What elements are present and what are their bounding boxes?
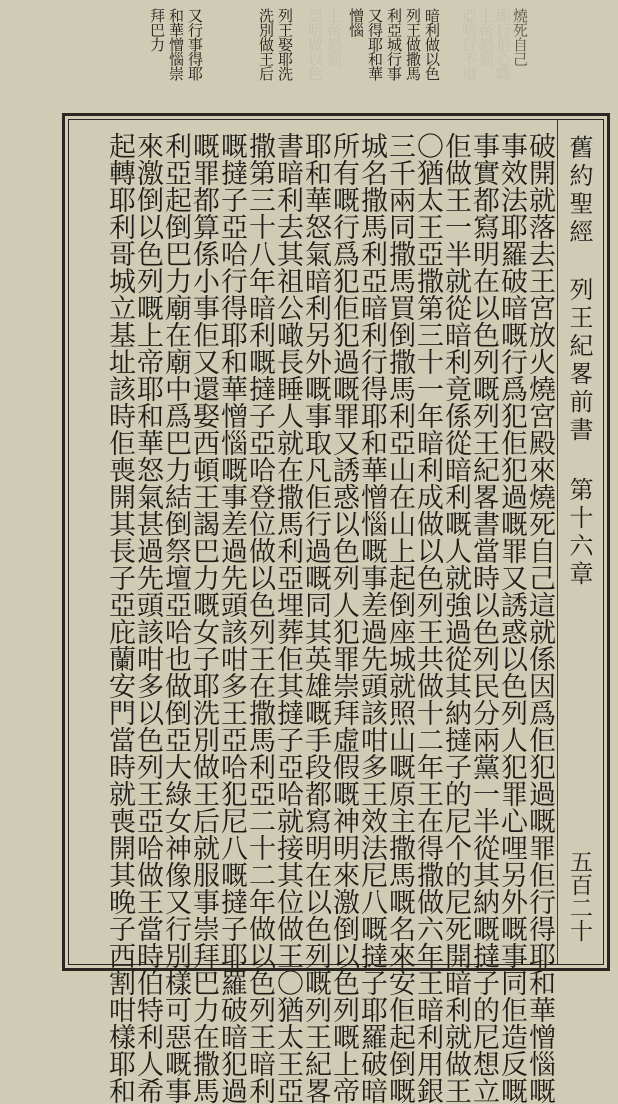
margin-note-10: 上帝怒罰	[325, 8, 343, 66]
margin-note-2: 即行佢心嘅	[494, 8, 512, 81]
text-frame-inner	[68, 119, 604, 1104]
page-number: 五百二十	[566, 850, 592, 942]
text-column-2: 事效法耶羅破暗嘅行爲犯佢犯過嘅罪又誘惑以色列人犯罪心哩另外嘅事同佢造反嘅	[496, 132, 527, 1104]
margin-note-9: 憎惱	[347, 8, 365, 37]
margin-note-4: 亞哈行不道	[460, 8, 478, 81]
text-column-1: 破開就落去王宮放火燒宮殿來燒死自己這就係因爲佢犯過嘅罪佢行得耶和華憎惱嘅	[524, 132, 555, 1104]
chapter-title: 列王紀畧前書 第十六章	[565, 277, 593, 589]
margin-note-14: 又行事得耶	[186, 8, 204, 81]
text-column-9: 耶和華怒氣暗利另外嘅事取凡佢行過嘅同其英雄嘅手段都寫明在以色列嘅列王紀畧	[300, 132, 331, 1104]
text-column-4: 佢做王一半就從暗利竟係從暗利嘅人就強過從其納撻子的尼个的尼死開暗利就做王	[440, 132, 471, 1104]
text-column-6: 三千兩同撒馬買倒撒馬利亞山在山上起倒座城就照山嘅原主撒馬嘅名來安佢起倒嘅	[384, 132, 415, 1104]
margin-note-7: 利亞城行事	[385, 8, 403, 81]
text-column-10: 書暗利去其祖公噉長睡人就在撒馬利亞埋葬佢其撻子亞哈就接其位做王〇猶太王亞	[272, 132, 303, 1104]
text-frame	[62, 113, 610, 1104]
margin-note-15: 和華憎惱崇	[167, 8, 185, 81]
margin-note-8: 又得耶和華	[366, 8, 384, 81]
text-column-5: 〇猶太王亞撒第三十一年暗利成做以色列王共做十二年王在得撒做六年王暗利用銀	[412, 132, 443, 1104]
margin-note-12: 列王娶耶洗	[276, 8, 294, 81]
margin-note-3: 上帝怒罰	[477, 8, 495, 66]
text-column-11: 撒第三十八年暗利嘅撻子亞哈登位做以色列王在撒馬利亞二十二年做以色列王暗利	[244, 132, 275, 1104]
text-column-12: 嘅撻子亞哈行得耶和華憎惱嘅事差過先頭該咁多王亞哈犯尼八嘅撻子耶羅破暗犯過	[216, 132, 247, 1104]
running-header	[565, 135, 593, 589]
text-column-14: 利亞起倒巴力廟在廟中爲巴力結倒祭壇亞哈也做倒亞大綠女神像又行別樣可惡嘅事	[160, 132, 191, 1104]
margin-note-6: 列王做撒馬	[404, 8, 422, 81]
text-column-8: 所有嘅行爲犯佢犯過嘅罪又誘惑以色列人犯罪崇拜虛假嘅神明來激倒以色列嘅上帝	[328, 132, 359, 1104]
margin-note-16: 拜巴力	[148, 8, 166, 52]
header-rule	[557, 120, 558, 964]
text-column-15: 來激倒以色列嘅上帝耶和華怒氣甚過先頭該咁多以色列王亞哈做王當時伯特利人希	[132, 132, 163, 1104]
margin-note-5: 暗利做以色	[423, 8, 441, 81]
book-title: 舊約聖經	[565, 135, 593, 247]
margin-note-13: 洗別做王后	[257, 8, 275, 81]
text-column-3: 事實都寫明在以色列嘅列王紀畧書當時以色列民分兩黨一半從其納嘅撻子的尼想立	[468, 132, 499, 1104]
text-column-16: 起轉耶利哥城立基址該時佢喪開其長子亞庇蘭安門當時就喪開其晚子西割咁樣耶和	[104, 132, 135, 1104]
margin-note-11: 亞哈做以色	[306, 8, 324, 81]
text-column-7: 城名撒馬利亞暗利行得耶和華憎惱嘅事差過先頭該咁多王效法尼八嘅撻子耶羅破暗	[356, 132, 387, 1104]
text-column-13: 嘅罪都算係小事佢又還娶西頓王謁巴力嘅女子耶洗別做王后就服事崇拜巴力在撒馬	[188, 132, 219, 1104]
margin-note-1: 燒死自己	[511, 8, 529, 66]
